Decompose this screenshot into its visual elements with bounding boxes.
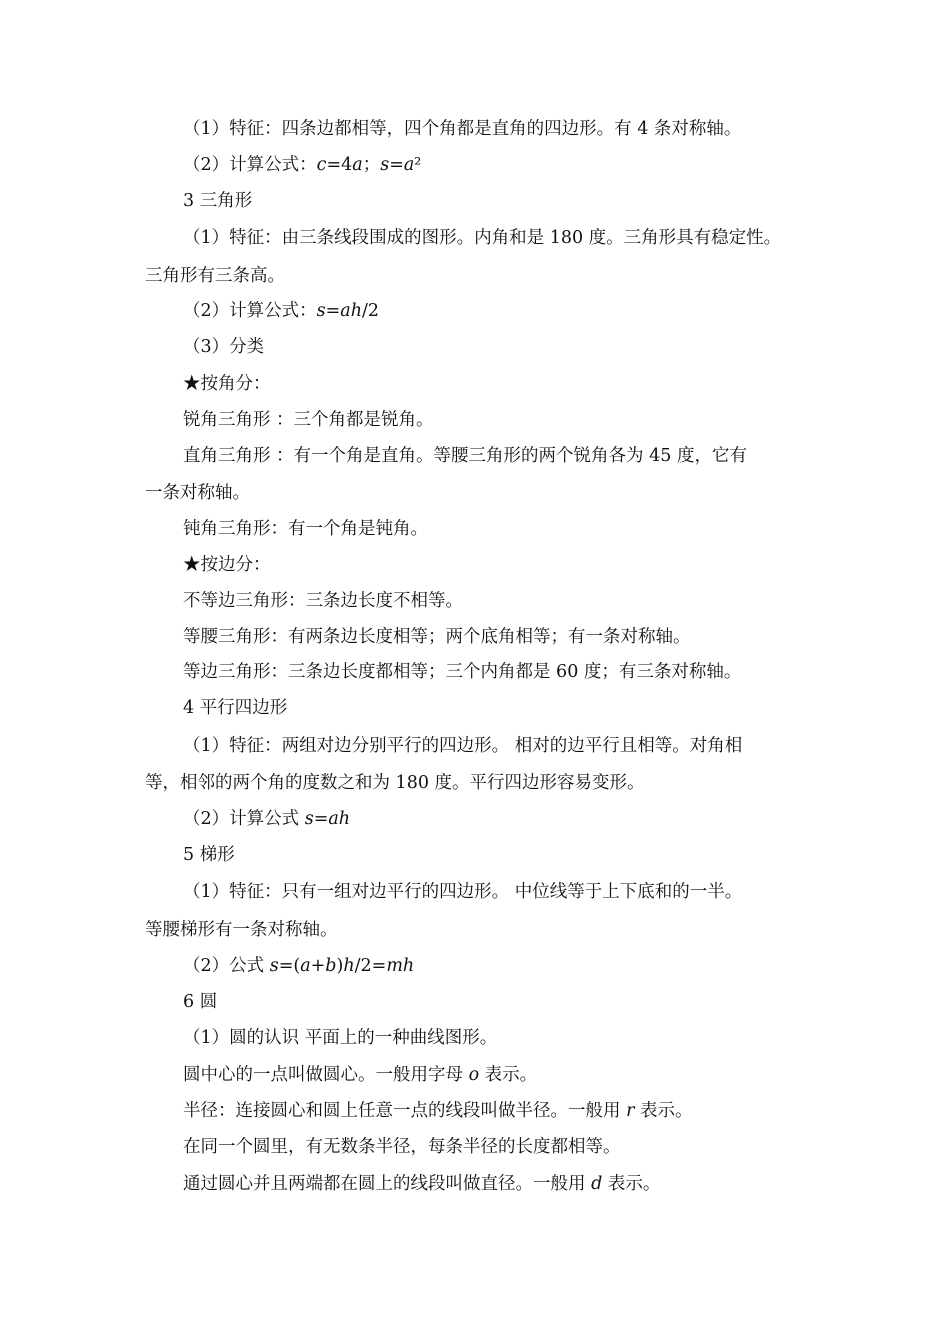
section-heading: 5 梯形	[183, 845, 235, 865]
paragraph-text: 表示。	[479, 1065, 538, 1085]
paragraph-text: 钝角三角形：有一个角是钝角。	[183, 519, 428, 539]
triangle-right-line1	[183, 444, 873, 468]
triangle-classify	[183, 335, 873, 359]
paragraph-text: 表示。	[602, 1174, 661, 1194]
parallelogram-heading	[183, 696, 873, 720]
formula-part: =(	[278, 956, 301, 976]
formula-part: =	[313, 809, 329, 829]
formula-separator: ；	[362, 155, 381, 175]
var-s: s	[269, 956, 279, 976]
triangle-scalene	[183, 589, 873, 613]
section-heading: 6 圆	[183, 992, 218, 1012]
paragraph-text: 不等边三角形：三条边长度不相等。	[183, 591, 463, 611]
var-r: r	[626, 1101, 635, 1121]
parallelogram-feature-line2	[145, 771, 835, 795]
trapezoid-feature-line1	[183, 880, 873, 904]
section-heading: 3 三角形	[183, 191, 253, 211]
paragraph-text: 等边三角形：三条边长度都相等；三个内角都是 60 度；有三条对称轴。	[183, 662, 742, 682]
paragraph-text: 在同一个圆里，有无数条半径，每条半径的长度都相等。	[183, 1137, 621, 1157]
triangle-acute	[183, 408, 873, 432]
triangle-feature-line2	[145, 264, 835, 288]
formula-label: （2）公式	[183, 956, 270, 976]
triangle-by-angle	[183, 372, 873, 396]
paragraph-text: （1）特征：只有一组对边平行的四边形。 中位线等于上下底和的一半。	[183, 882, 743, 902]
triangle-obtuse	[183, 517, 873, 541]
trapezoid-heading	[183, 843, 873, 867]
trapezoid-feature-line2	[145, 918, 835, 942]
formula-part: +	[310, 956, 326, 976]
formula-label: （2）计算公式：	[183, 155, 317, 175]
var-ah: ah	[340, 301, 363, 321]
var-c: c	[316, 155, 327, 175]
formula-part: /2=	[354, 956, 387, 976]
var-s: s	[304, 809, 314, 829]
triangle-right-line2	[145, 481, 835, 505]
circle-heading	[183, 990, 873, 1014]
triangle-by-side	[183, 553, 873, 577]
var-h: h	[343, 956, 355, 976]
square-formula	[183, 153, 873, 177]
parallelogram-feature-line1	[183, 734, 873, 758]
section-heading: 4 平行四边形	[183, 698, 288, 718]
var-o: o	[468, 1065, 480, 1085]
var-a: a	[352, 155, 363, 175]
formula-exponent: ²	[414, 155, 422, 175]
paragraph-text: ★按角分：	[183, 374, 271, 394]
circle-center	[183, 1063, 873, 1087]
circle-radius	[183, 1099, 873, 1123]
paragraph-text: 表示。	[634, 1101, 693, 1121]
formula-part: =	[325, 301, 341, 321]
var-s: s	[380, 155, 390, 175]
triangle-feature-line1	[183, 226, 873, 250]
circle-radii	[183, 1135, 873, 1159]
paragraph-text: 等腰三角形：有两条边长度相等；两个底角相等；有一条对称轴。	[183, 627, 691, 647]
triangle-equilateral	[183, 660, 873, 684]
triangle-isosceles	[183, 625, 873, 649]
paragraph-text: 圆中心的一点叫做圆心。一般用字母	[183, 1065, 469, 1085]
paragraph-text: 锐角三角形 ：三个角都是锐角。	[183, 410, 434, 430]
circle-intro	[183, 1026, 873, 1050]
paragraph-text: ★按边分：	[183, 555, 271, 575]
paragraph-text: （1）特征：由三条线段围成的图形。内角和是 180 度。三角形具有稳定性。	[183, 228, 782, 248]
formula-label: （2）计算公式	[183, 809, 305, 829]
var-d: d	[591, 1174, 603, 1194]
paragraph-text: 直角三角形 ：有一个角是直角。等腰三角形的两个锐角各为 45 度，它有	[183, 446, 747, 466]
formula-part: =4	[326, 155, 353, 175]
var-a: a	[300, 956, 311, 976]
square-feature-text: （1）特征：四条边都相等，四个角都是直角的四边形。有 4 条对称轴。	[183, 119, 742, 139]
triangle-formula	[183, 299, 873, 323]
var-s: s	[316, 301, 326, 321]
trapezoid-formula	[183, 954, 873, 978]
square-feature	[183, 117, 873, 141]
paragraph-text: 等腰梯形有一条对称轴。	[145, 920, 338, 940]
formula-part: =	[389, 155, 404, 175]
paragraph-text: 一条对称轴。	[145, 483, 250, 503]
circle-diameter	[183, 1172, 873, 1196]
var-b: b	[325, 956, 337, 976]
var-a: a	[403, 155, 415, 175]
var-ah: ah	[328, 809, 351, 829]
paragraph-text: 半径：连接圆心和圆上任意一点的线段叫做半径。一般用	[183, 1101, 627, 1121]
formula-label: （2）计算公式：	[183, 301, 317, 321]
paragraph-text: 三角形有三条高。	[145, 266, 285, 286]
parallelogram-formula	[183, 807, 873, 831]
paragraph-text: （3）分类	[183, 337, 265, 357]
paragraph-text: 等，相邻的两个角的度数之和为 180 度。平行四边形容易变形。	[145, 773, 645, 793]
formula-part: )	[336, 956, 344, 976]
paragraph-text: 通过圆心并且两端都在圆上的线段叫做直径。一般用	[183, 1174, 592, 1194]
paragraph-text: （1）圆的认识 平面上的一种曲线图形。	[183, 1028, 498, 1048]
formula-part: /2	[362, 301, 380, 321]
triangle-heading	[183, 189, 873, 213]
paragraph-text: （1）特征：两组对边分别平行的四边形。 相对的边平行且相等。对角相	[183, 736, 743, 756]
var-mh: mh	[386, 956, 415, 976]
